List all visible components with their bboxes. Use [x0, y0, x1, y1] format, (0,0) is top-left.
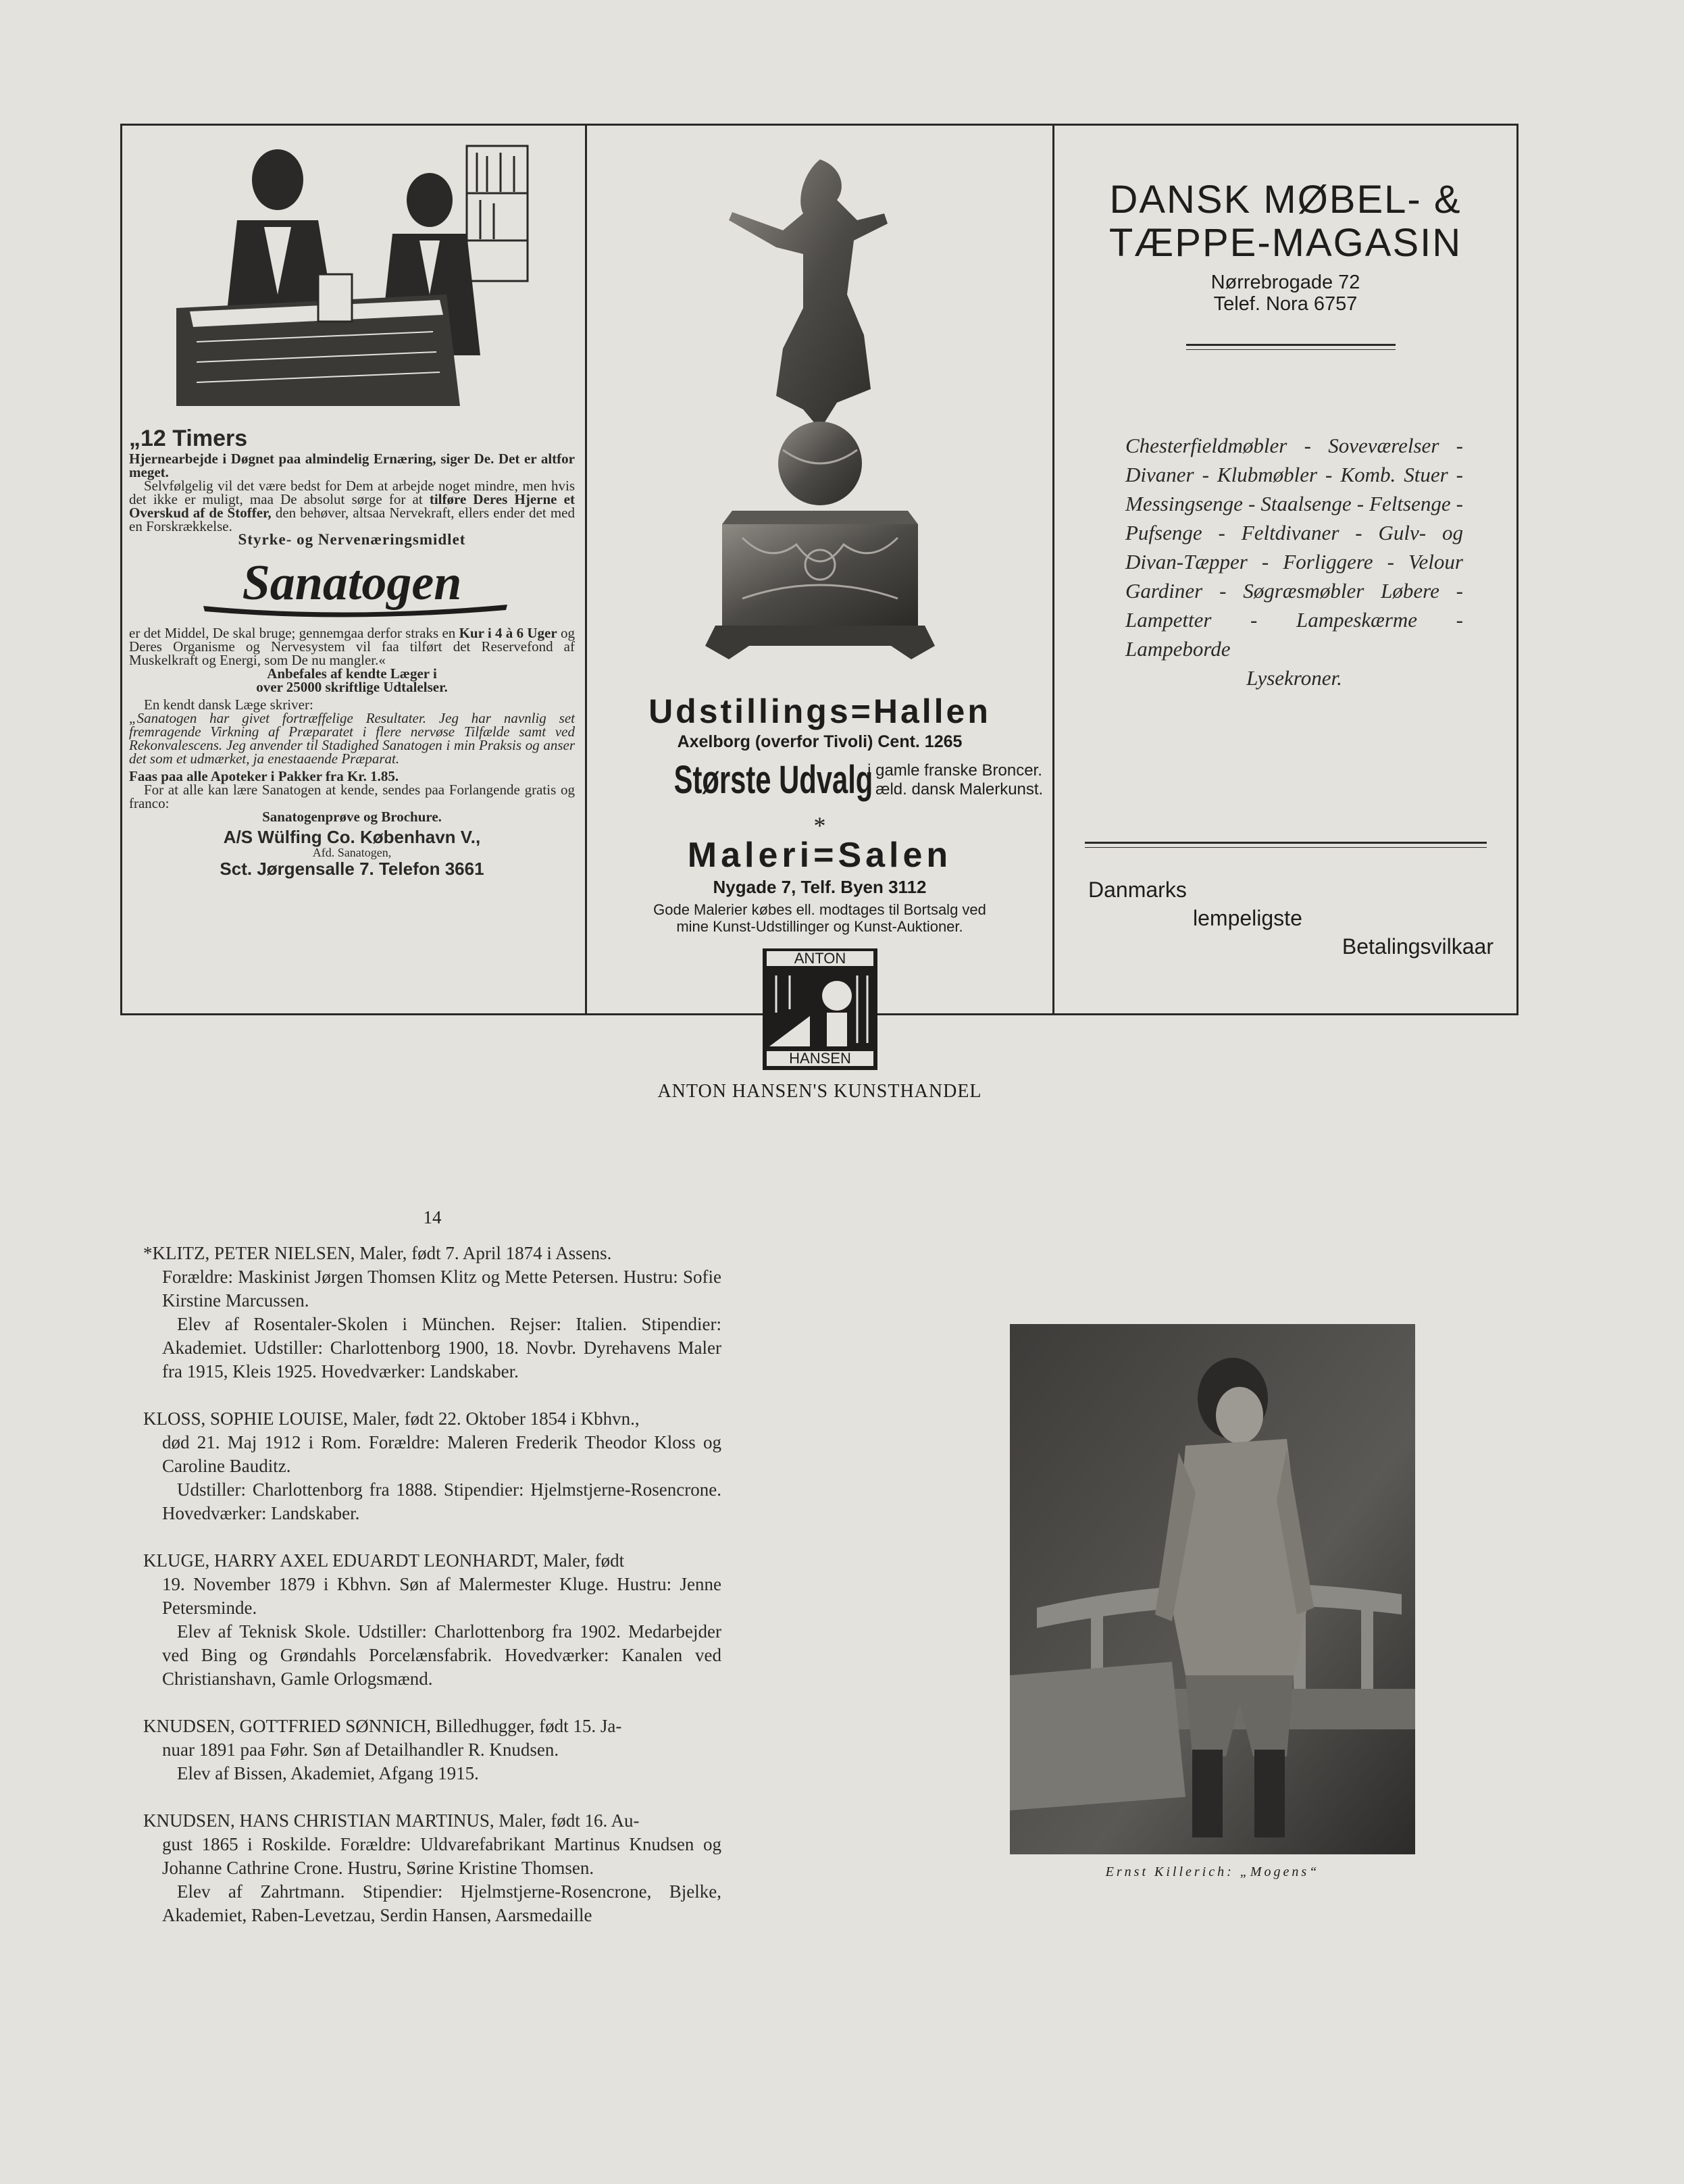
- payment-line-2: lempeligste: [1193, 906, 1302, 930]
- maleri-salen-title: Maleri=Salen: [687, 836, 952, 875]
- maleri-salen-text: [587, 901, 1052, 935]
- sanatogen-doctor-intro: En kendt dansk Læge skriver:: [144, 696, 313, 713]
- payment-line-1: Danmarks: [1088, 878, 1187, 902]
- para3-bold: Kur i 4 à 6 Uger: [459, 625, 557, 641]
- double-rule: [1085, 842, 1487, 848]
- maleri-line-1: Gode Malerier købes ell. modtages til Bortsalg ved: [653, 901, 986, 918]
- udstillings-hallen-address: Axelborg (overfor Tivoli) Cent. 1265: [677, 732, 963, 751]
- double-rule: [1186, 344, 1396, 350]
- page-number: 14: [423, 1207, 442, 1227]
- entry-details: død 21. Maj 1912 i Rom. Forældre: Maleren Frederik Theodor Kloss og Caroline Bauditz.: [162, 1432, 721, 1476]
- sanatogen-para3: [129, 626, 575, 667]
- sanatogen-recommended-2: over 25000 skriftlige Udtalelser.: [256, 679, 448, 695]
- para2-end: den behøver, altsaa Nervekraft, ellers ender det med en Forskrækkelse.: [129, 505, 575, 534]
- furniture-list-text: Chesterfieldmøbler - Soveværelser - Divaner - Klubmøbler - Komb. Stuer - Messingsenge - Staalsenge - Feltsenge - Pufsenge - Feltdivaner - Gulv- og Divan-Tæpper - Forliggere - Velour Gardiner - Søgræsmøbler Løbere - Lampetter - Lampeskærme - Lampeborde: [1125, 434, 1463, 661]
- maleri-salen-address: Nygade 7, Telf. Byen 3112: [713, 877, 927, 897]
- artist-entry: [143, 1549, 721, 1691]
- painting-caption: Ernst Killerich: „Mogens“: [1105, 1864, 1320, 1879]
- entry-career: Elev af Bissen, Akademiet, Afgang 1915.: [177, 1763, 479, 1783]
- payment-terms: [1088, 875, 1494, 961]
- anton-hansen-footer: ANTON HANSEN'S KUNSTHANDEL: [657, 1081, 982, 1102]
- sanatogen-address: Sct. Jørgensalle 7. Telefon 3661: [220, 859, 484, 879]
- sanatogen-quote: „Sanatogen har givet fortræffelige Resultater. Jeg har navnlig set fremragende Virkning af Præparatet i flere nervøse Tilfælde samt ved Rekonvalescens. Jeg anvender til Stadighed Sanatogen i min Praksis og anser det som et udmærket, ja enestaaende Præparat.: [129, 710, 575, 767]
- udvalg-line-2: i æld. dansk Malerkunst.: [867, 780, 1044, 798]
- street: Nørrebrogade 72: [1210, 272, 1360, 293]
- sanatogen-para2: [129, 479, 575, 533]
- sanatogen-strength: Styrke- og Nervenæringsmidlet: [238, 531, 466, 548]
- entry-name: KNUDSEN, HANS CHRISTIAN MARTINUS, Maler, født 16. Au-: [143, 1810, 640, 1831]
- entry-career: Elev af Zahrtmann. Stipendier: Hjelmstjerne-Rosencrone, Bjelke, Akademiet, Raben-Levetzau, Serdin Hansen, Aarsmedaille: [162, 1881, 721, 1925]
- entry-name: KLOSS, SOPHIE LOUISE, Maler, født 22. Oktober 1854 i Kbhvn.,: [143, 1408, 640, 1429]
- sanatogen-recommended-1: Anbefales af kendte Læger i: [267, 665, 437, 682]
- sanatogen-logo-text: Sanatogen: [242, 557, 462, 611]
- para2-bold: tilføre Deres Hjerne et Overskud af de Stoffer,: [129, 491, 575, 521]
- payment-line-3: Betalingsvilkaar: [1342, 934, 1494, 959]
- storste-udvalg: [587, 757, 1052, 803]
- sanatogen-firm: A/S Wülfing Co. København V.,: [223, 827, 481, 847]
- sanatogen-logo: [176, 557, 528, 618]
- storste-udvalg-lines: [867, 761, 1043, 799]
- maleri-line-2: mine Kunst-Udstillinger og Kunst-Auktioner.: [676, 918, 963, 935]
- office-men-illustration: [176, 139, 534, 406]
- phone: Telef. Nora 6757: [1213, 293, 1358, 315]
- udvalg-line-1: i gamle franske Broncer.: [867, 761, 1042, 780]
- para3-end: og Deres Organisme og Nervesystem vil faa tilført det Reservefond af Muskelkraft og Energi, som De nu mangler.«: [129, 625, 576, 668]
- asterisk-divider: *: [813, 812, 826, 839]
- udstillings-hallen-title: Udstillings=Hallen: [648, 692, 991, 730]
- sanatogen-sample: For at alle kan lære Sanatogen at kende, sendes paa Forlangende gratis og franco:: [129, 782, 575, 811]
- entry-career: Elev af Rosentaler-Skolen i München. Rejser: Italien. Stipendier: Akademiet. Udstiller: Charlottenborg 1900, 18. Novbr. Dyrehavens Maler fra 1915, Kleis 1925. Hovedværker: Landskaber.: [162, 1314, 721, 1381]
- title-line-2: TÆPPE-MAGASIN: [1108, 221, 1462, 265]
- entry-name: *KLITZ, PETER NIELSEN, Maler, født 7. April 1874 i Assens.: [143, 1243, 612, 1263]
- entry-details: 19. November 1879 i Kbhvn. Søn af Malermester Kluge. Hustru: Jenne Petersminde.: [162, 1574, 721, 1618]
- storste-udvalg-heading: Største Udvalg: [673, 758, 873, 802]
- entry-career: Udstiller: Charlottenborg fra 1888. Stipendier: Hjelmstjerne-Rosencrone. Hovedværker: Landskaber.: [162, 1479, 721, 1523]
- sanatogen-copy: [129, 426, 575, 879]
- furniture-list: [1125, 431, 1463, 692]
- painting-reproduction: [1010, 1324, 1415, 1854]
- entry-career: Elev af Teknisk Skole. Udstiller: Charlottenborg fra 1902. Medarbejder ved Bing og Grøndahls Porcelænsfabrik. Hovedværker: Kanalen ved Christianshavn, Gamle Orlogsmænd.: [162, 1621, 721, 1689]
- logo-top-text: ANTON: [794, 950, 846, 967]
- sanatogen-pharmacy: Faas paa alle Apoteker i Pakker fra Kr. 1.85.: [129, 768, 399, 784]
- artist-entries: [143, 1242, 721, 1951]
- dansk-mobel-address: [1054, 272, 1516, 315]
- entry-name: KLUGE, HARRY AXEL EDUARDT LEONHARDT, Maler, født: [143, 1550, 625, 1571]
- advertisement-panel: [120, 124, 1519, 1102]
- sanatogen-sample-title: Sanatogenprøve og Brochure.: [262, 809, 442, 825]
- entry-details: Forældre: Maskinist Jørgen Thomsen Klitz og Mette Petersen. Hustru: Sofie Kirstine Marcussen.: [162, 1267, 721, 1311]
- bronze-statue-photo: [702, 159, 938, 686]
- artist-entry: [143, 1242, 721, 1383]
- entry-name: KNUDSEN, GOTTFRIED SØNNICH, Billedhugger, født 15. Ja-: [143, 1716, 622, 1736]
- sanatogen-para1: Hjernearbejde i Døgnet paa almindelig Ernæring, siger De. Det er altfor meget.: [129, 451, 575, 480]
- artist-entry: [143, 1407, 721, 1525]
- artist-entry: [143, 1809, 721, 1927]
- anton-hansen-logo: [763, 948, 877, 1070]
- entry-details: gust 1865 i Roskilde. Forældre: Uldvarefabrikant Martinus Knudsen og Johanne Cathrine Crone. Hustru, Sørine Kristine Thomsen.: [162, 1834, 721, 1878]
- title-line-1: DANSK MØBEL- &: [1109, 178, 1462, 222]
- dansk-mobel-title: [1054, 178, 1516, 265]
- ad-dansk-mobel: [1054, 126, 1516, 1013]
- furniture-list-end: Lysekroner.: [1246, 666, 1342, 690]
- ad-udstillings-hallen: [587, 126, 1054, 1102]
- artist-entry: [143, 1715, 721, 1785]
- logo-bottom-text: HANSEN: [789, 1050, 851, 1067]
- para2-text: Selvfølgelig vil det være bedst for Dem at arbejde noget mindre, men hvis det ikke er muligt, maa De absolut sørge for at: [129, 478, 575, 507]
- sanatogen-dept: Afd. Sanatogen,: [312, 846, 392, 859]
- ad-sanatogen: [122, 126, 587, 1013]
- para3-text: er det Middel, De skal bruge; gennemgaa derfor straks en: [129, 625, 459, 641]
- entry-details: nuar 1891 paa Føhr. Søn af Detailhandler R. Knudsen.: [162, 1739, 559, 1760]
- sanatogen-headline: „12 Timers: [129, 426, 248, 451]
